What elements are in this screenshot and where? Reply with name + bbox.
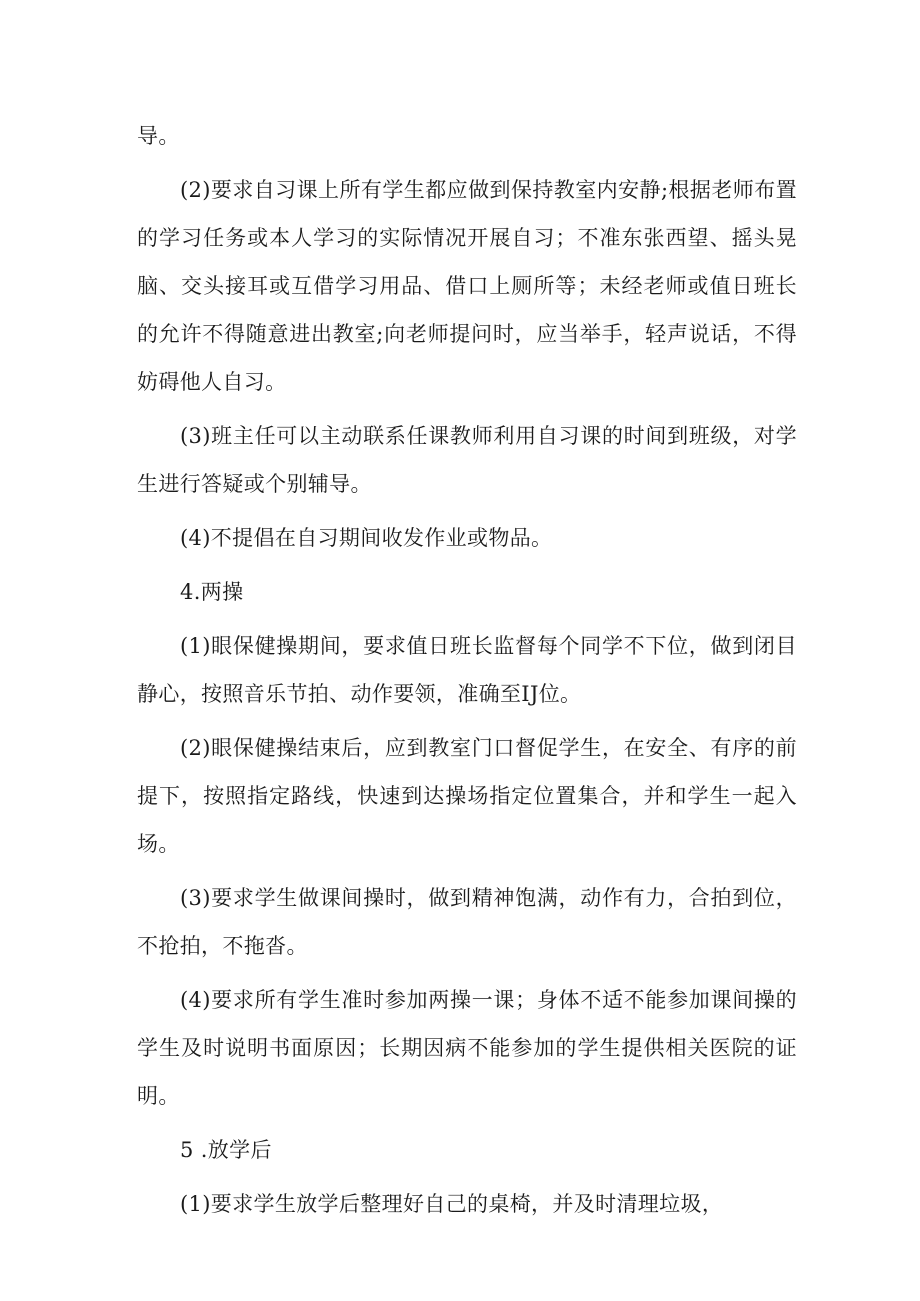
section-heading-two-exercises: 4.两操 (180, 580, 244, 604)
paragraph-after-eye-exercise: (2)眼保健操结束后，应到教室门口督促学生，在安全、有序的前提下，按照指定路线，快速到达操场指定位置集合，并和学生一起入场。 (137, 736, 797, 856)
paragraph-no-collection: (4)不提倡在自习期间收发作业或物品。 (180, 526, 553, 550)
document-body (137, 112, 797, 1234)
section-heading-after-school: 5 .放学后 (180, 1138, 272, 1162)
paragraph-break-exercise: (3)要求学生做课间操时，做到精神饱满，动作有力，合拍到位，不抢拍，不拖沓。 (137, 886, 797, 958)
paragraph-tidy-desks: (1)要求学生放学后整理好自己的桌椅，并及时清理垃圾， (180, 1192, 724, 1216)
paragraph-self-study-requirements: (2)要求自习课上所有学生都应做到保持教室内安静;根据老师布置的学习任务或本人学习的实际情况开展自习；不准东张西望、摇头晃脑、交头接耳或互借学习用品、借口上厕所等；未经老师或值日班长的允许不得随意进出教室;向老师提问时，应当举手，轻声说话，不得妨碍他人自习。 (137, 178, 797, 394)
paragraph-teacher-tutoring: (3)班主任可以主动联系任课教师利用自习课的时间到班级，对学生进行答疑或个别辅导。 (137, 424, 797, 496)
paragraph-attendance: (4)要求所有学生准时参加两操一课；身体不适不能参加课间操的学生及时说明书面原因；长期因病不能参加的学生提供相关医院的证明。 (137, 988, 797, 1108)
paragraph-eye-exercise: (1)眼保健操期间，要求值日班长监督每个同学不下位，做到闭目静心，按照音乐节拍、动作要领，准确至IJ位。 (137, 634, 797, 706)
paragraph-continuation: 导。 (137, 124, 180, 148)
